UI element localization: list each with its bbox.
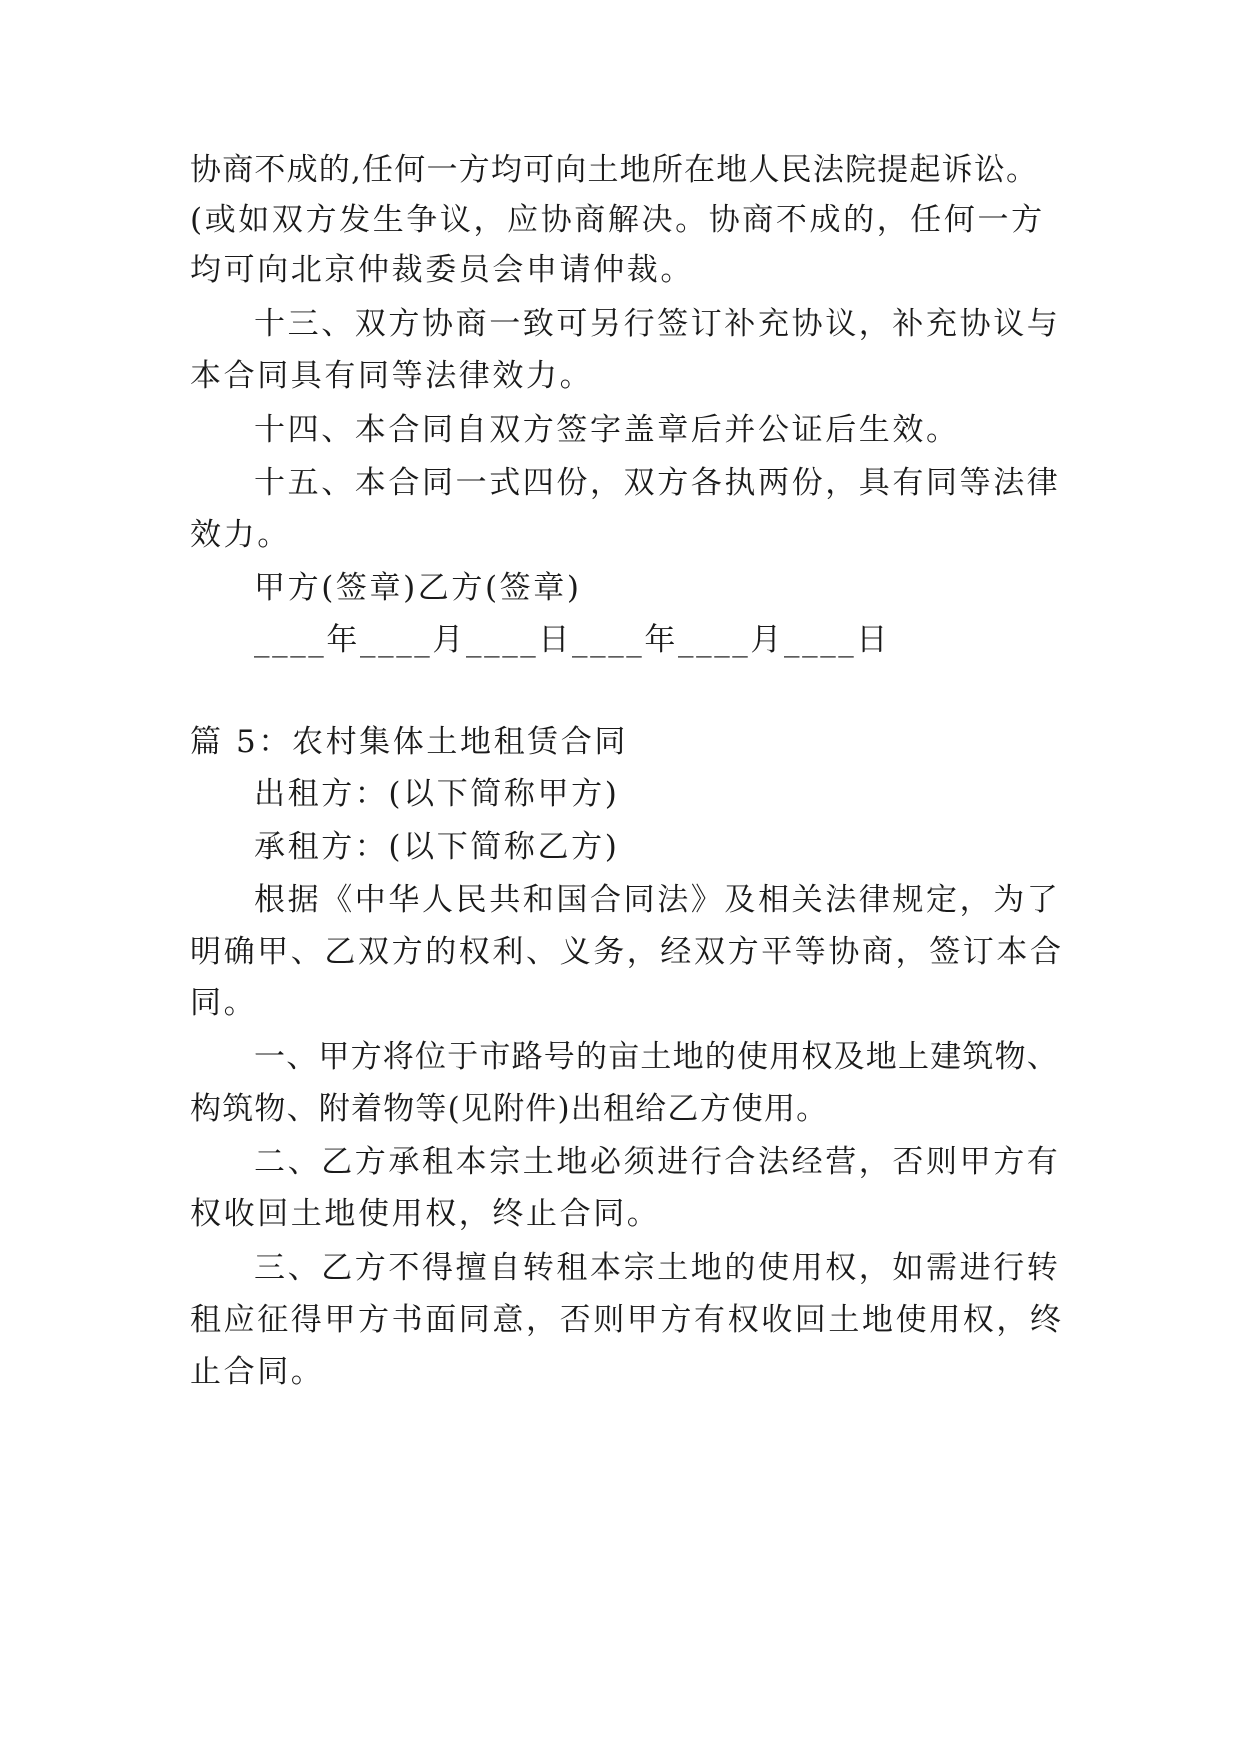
clause-1-line: 一、甲方将位于市路号的亩土地的使用权及地上建筑物、 [254,1039,1059,1075]
clause-14-line: 十四、本合同自双方签字盖章后并公证后生效。 [254,412,960,448]
lessor-line: 出租方：(以下简称甲方) [254,776,620,812]
clause-2-line: 二、乙方承租本宗土地必须进行合法经营，否则甲方有 [254,1144,1061,1180]
paragraph-line: 均可向北京仲裁委员会申请仲裁。 [190,252,694,288]
clause-1-line: 构筑物、附着物等(见附件)出租给乙方使用。 [190,1091,829,1127]
paragraph-line: (或如双方发生争议，应协商解决。协商不成的，任何一方 [190,202,1045,238]
clause-15-line: 十五、本合同一式四份，双方各执两份，具有同等法律 [254,465,1061,501]
preamble-line: 根据《中华人民共和国合同法》及相关法律规定，为了 [254,882,1061,918]
paragraph-line: 协商不成的,任何一方均可向土地所在地人民法院提起诉讼。 [190,152,1039,188]
clause-2-line: 权收回土地使用权，终止合同。 [190,1196,661,1232]
clause-15-line: 效力。 [190,517,291,553]
clause-13-line: 十三、双方协商一致可另行签订补充协议，补充协议与 [254,306,1061,342]
section-title: 篇 5：农村集体土地租赁合同 [190,724,628,760]
lessee-line: 承租方：(以下简称乙方) [254,829,620,865]
clause-3-line: 三、乙方不得擅自转租本宗土地的使用权，如需进行转 [254,1250,1061,1286]
preamble-line: 明确甲、乙双方的权利、义务，经双方平等协商，签订本合 [190,934,1064,970]
preamble-line: 同。 [190,985,258,1021]
clause-3-line: 止合同。 [190,1354,325,1390]
clause-13-line: 本合同具有同等法律效力。 [190,358,594,394]
signature-line: 甲方(签章)乙方(签章) [254,570,582,606]
clause-3-line: 租应征得甲方书面同意，否则甲方有权收回土地使用权，终 [190,1302,1064,1338]
date-line: ____年____月____日____年____月____日 [254,622,890,658]
